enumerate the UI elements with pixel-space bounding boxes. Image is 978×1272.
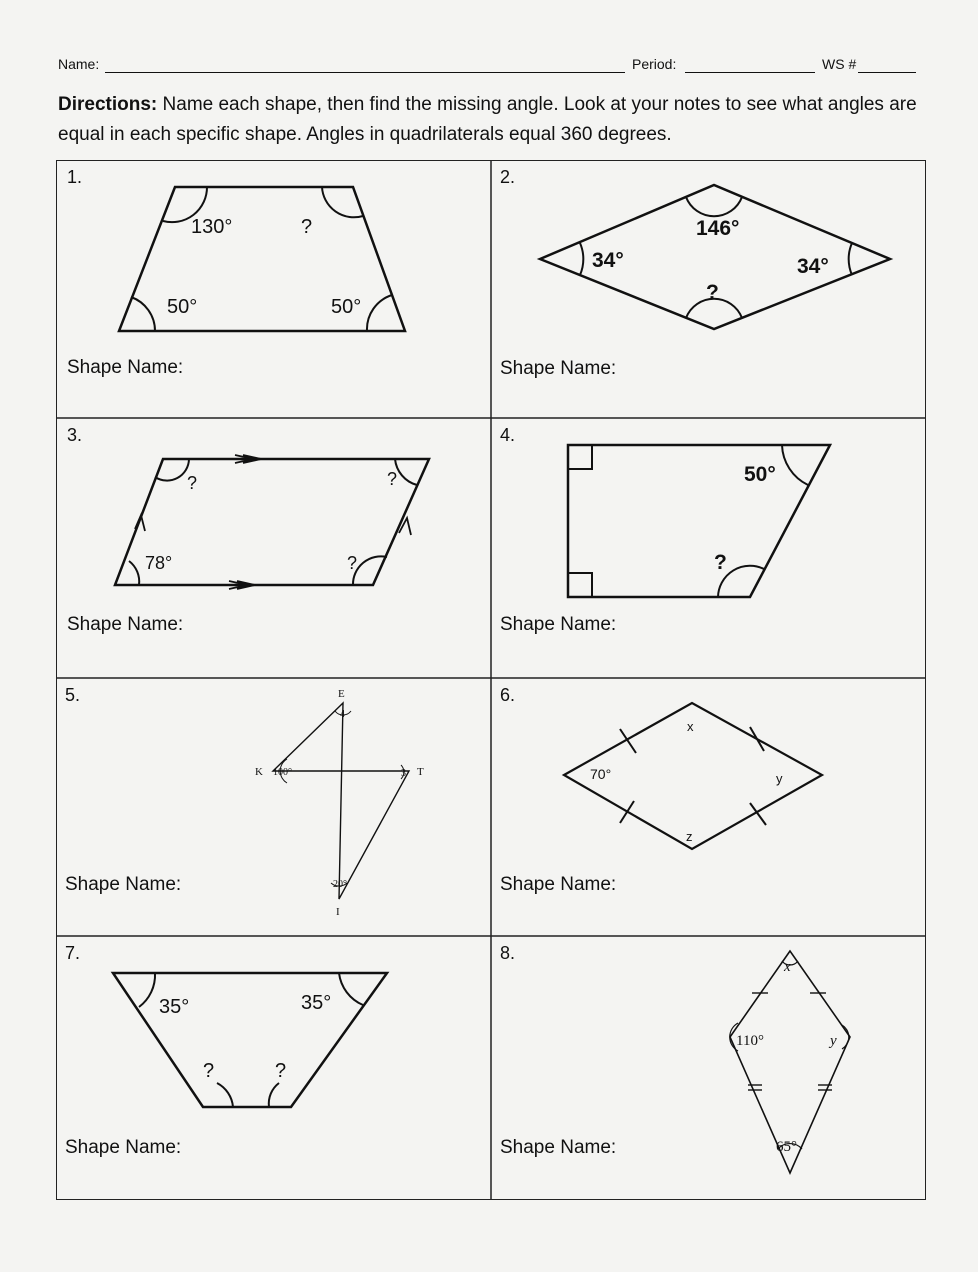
angle-label: ? (347, 553, 358, 573)
right-trapezoid-figure (492, 419, 927, 679)
period-line[interactable] (685, 72, 815, 73)
problem-number: 7. (65, 943, 81, 963)
ws-label: WS # (822, 56, 857, 72)
angle-label: 20° (333, 879, 347, 890)
angle-label: y (776, 771, 783, 786)
angle-label: 50° (167, 296, 198, 318)
directions (58, 90, 928, 150)
angle-label: 35° (301, 992, 332, 1014)
shape-name-label: Shape Name: (500, 874, 617, 895)
problem-5 (57, 679, 492, 937)
problem-number: 1. (67, 167, 83, 187)
vertex-label: E (338, 688, 345, 700)
vertex-label: T (417, 766, 424, 778)
angle-label: 4 (340, 709, 345, 720)
angle-label: ? (706, 281, 719, 304)
angle-label: ? (275, 1060, 287, 1082)
problem-8 (492, 937, 927, 1201)
problem-1 (57, 161, 492, 419)
shape-name-label: Shape Name: (67, 614, 184, 635)
angle-label: x (784, 959, 791, 975)
angle-label: 35° (159, 996, 190, 1018)
ws-line[interactable] (858, 72, 916, 73)
shape-name-label: Shape Name: (65, 1137, 182, 1158)
angle-label: 70° (590, 766, 612, 782)
problem-number: 6. (500, 685, 516, 705)
vertex-label: K (255, 766, 263, 778)
shape-name-label: Shape Name: (65, 874, 182, 895)
angle-label: 50° (744, 463, 776, 486)
kite-figure (492, 937, 927, 1201)
trapezoid-figure (57, 161, 492, 419)
vertex-label: I (336, 906, 340, 918)
rhombus-figure (492, 679, 927, 937)
parallelogram-figure (57, 419, 492, 679)
angle-label: ? (387, 469, 398, 489)
name-line[interactable] (105, 72, 625, 73)
angle-label: ? (301, 216, 313, 238)
shape-name-label: Shape Name: (500, 614, 617, 635)
angle-label: 110° (736, 1033, 764, 1049)
shape-name-label: Shape Name: (500, 1137, 617, 1158)
period-label: Period: (632, 56, 677, 72)
name-label: Name: (58, 56, 100, 72)
angle-label: 146° (696, 217, 740, 240)
kite-figure (57, 679, 492, 937)
angle-label: 100° (273, 767, 292, 778)
angle-label: 3 (401, 768, 406, 779)
angle-label: x (687, 719, 694, 734)
angle-label: 65° (776, 1139, 797, 1155)
shape-name-label: Shape Name: (67, 357, 184, 378)
angle-label: 34° (592, 249, 624, 272)
directions-bold: Directions: (58, 94, 158, 115)
directions-text: Name each shape, then find the missing angle. Look at your notes to see what angles are equal in each specific shape. Angles in quadrilaterals equal 360 degrees. (58, 94, 917, 145)
problem-6 (492, 679, 927, 937)
angle-label: z (686, 829, 693, 844)
problem-4 (492, 419, 927, 679)
shape-name-label: Shape Name: (500, 358, 617, 379)
problem-number: 3. (67, 425, 83, 445)
problem-2 (492, 161, 927, 419)
problem-number: 5. (65, 685, 81, 705)
angle-label: 130° (191, 216, 233, 238)
angle-label: 50° (331, 296, 362, 318)
problem-grid (56, 160, 926, 1200)
problem-number: 4. (500, 425, 516, 445)
isosceles-trapezoid-figure (57, 937, 492, 1201)
angle-label: ? (714, 551, 727, 574)
angle-label: ? (187, 473, 198, 493)
rhombus-figure (492, 161, 927, 419)
problem-7 (57, 937, 492, 1201)
angle-label: ? (203, 1060, 215, 1082)
worksheet-header (58, 52, 918, 76)
problem-3 (57, 419, 492, 679)
problem-number: 2. (500, 167, 516, 187)
problem-number: 8. (500, 943, 516, 963)
angle-label: y (830, 1033, 837, 1049)
angle-label: 34° (797, 255, 829, 278)
angle-label: 78° (145, 553, 173, 573)
